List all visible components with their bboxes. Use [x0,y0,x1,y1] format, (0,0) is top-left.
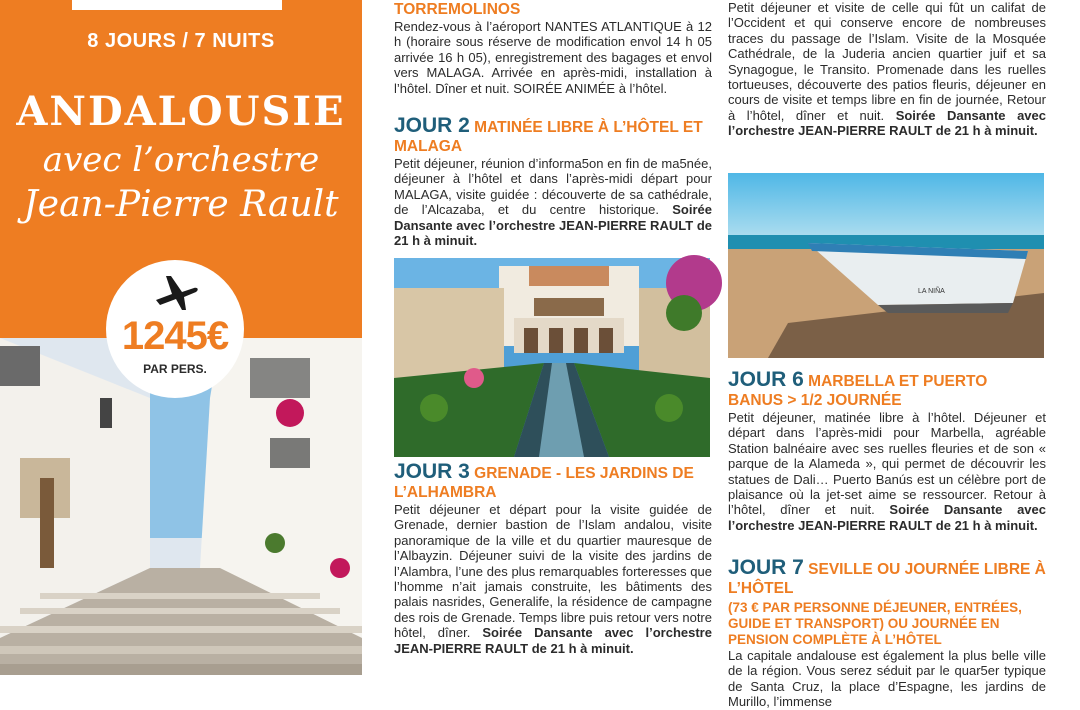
day3-body: Petit déjeuner et départ pour la visite guidée de Grenade, dernier bastion de l’Islam andalou, visite panoramique de la ville et du quartier mauresque de l’Albayzin. Déjeuner suivi de la visite des jardins de l’Alambra, l’une des plus remarquables forteresses que l’homme n’ait jamais construite, les bâtiments des palais nasrides, Generalife, la résidence de campagne des rois de Grenade. Temps libre puis retour vers notre hôtel, dîner. [394,502,712,641]
day1-block [394,0,712,96]
price-badge [106,260,244,398]
day6-number: JOUR 6 [728,368,804,391]
price-note: PAR PERS. [143,362,207,376]
day6-block [728,370,1046,533]
day4-text [728,0,1046,139]
subtitle-line1: avec l’orchestre [42,140,320,180]
day3-text [394,502,712,656]
day4-block [728,0,1046,139]
destination-title: ANDALOUSIE [16,88,346,135]
day2-text [394,156,712,248]
airplane-icon [152,270,200,314]
day2-block [394,116,712,248]
day4-body: Petit déjeuner et visite de celle qui fût un califat de l’Occident et qui conserve encore de nombreuses traces du passage de l’Islam. Visite de la Mosquée Cathédrale, de la Juderia ancien quartier juif et sa Synagogue, le Transito. Promenade dans les ruelles tortueuses, découverte des patios fleuris, déjeuner en cours de visite et temps libre en fin de journée, Retour à l’hôtel, dîner et nuit. [728,0,1046,123]
day6-title: MARBELLA ET PUERTO BANUS > 1/2 JOURNÉE [728,373,988,409]
subtitle-line2: Jean-Pierre Rault [23,184,339,225]
day3-soiree: Soirée Dansante avec l’orchestre JEAN-PIERRE RAULT de 21 h à minuit. [394,625,712,656]
day7-subheading: (73 € PAR PERSONNE DÉJEUNER, ENTRÉES, GUIDE ET TRANSPORT) OU JOURNÉE EN PENSION COMPLÈTE À L’HÔTEL [728,600,1022,647]
day7-block [728,558,1046,710]
top-white-strip [72,0,282,10]
left-promo-panel [0,0,362,675]
day2-heading [394,116,712,156]
day2-body: Petit déjeuner, réunion d’informa5on en fin de ma5née, déjeuner à l’hôtel et dans l’après-midi départ pour MALAGA, visite guidée : découverte de sa cathédrale, de l’Alcazaba, et du centre historique. [394,156,712,218]
day7-text: La capitale andalouse est également la plus belle ville de la région. Vous serez séduit par le quar5er typique de Santa Cruz, la place d’Espagne, les jardins de Murillo, l’immense [728,648,1046,710]
day3-title: GRENADE - LES JARDINS DE L’ALHAMBRA [394,465,694,501]
day2-soiree: Soirée Dansante avec l’orchestre JEAN-PIERRE RAULT de 21 h à minuit. [394,202,712,249]
day6-heading [728,370,1046,410]
day3-heading [394,462,712,502]
day6-body: Petit déjeuner, matinée libre à l’hôtel. Déjeuner et départ dans l’après-midi pour Marbella, agréable Station balnéaire avec ses ruelles fleuries et de son « parque de la Alameda », qui permet de découvrir les statues de Dali… Puerto Banús est un célèbre port de plaisance où la jet-set aime se ressourcer. Retour à l’hôtel, dîner et nuit. [728,410,1046,518]
trip-duration: 8 JOURS / 7 NUITS [87,30,275,52]
alhambra-garden-photo [394,258,710,457]
day6-soiree: Soirée Dansante avec l’orchestre JEAN-PIERRE RAULT de 21 h à minuit. [728,502,1046,533]
day7-title: SEVILLE OU JOURNÉE LIBRE À L’HÔTEL [728,561,1046,597]
beach-boat-photo [728,173,1044,358]
day7-heading [728,558,1046,598]
day6-text [728,410,1046,533]
day3-block [394,462,712,656]
day4-soiree: Soirée Dansante avec l’orchestre JEAN-PIERRE RAULT de 21 h à minuit. [728,107,1046,139]
day3-number: JOUR 3 [394,460,470,483]
day2-title: MATINÉE LIBRE À L’HÔTEL ET MALAGA [394,119,703,155]
day1-text: Rendez-vous à l’aéroport NANTES ATLANTIQUE à 12 h (horaire sous réserve de modification envol 14 h 05 arrivée 16 h 05), enregistrement des bagages et envol vers MALAGA. Arrivée en après-midi, installation à l’hôtel. Dîner et nuit. SOIRÉE ANIMÉE à l’hôtel. [394,19,712,96]
day7-number: JOUR 7 [728,556,804,579]
day1-heading: TORREMOLINOS [394,1,521,18]
day2-number: JOUR 2 [394,114,470,137]
price-value: 1245€ [121,314,229,358]
boat-name: LA NIÑA [918,288,945,295]
